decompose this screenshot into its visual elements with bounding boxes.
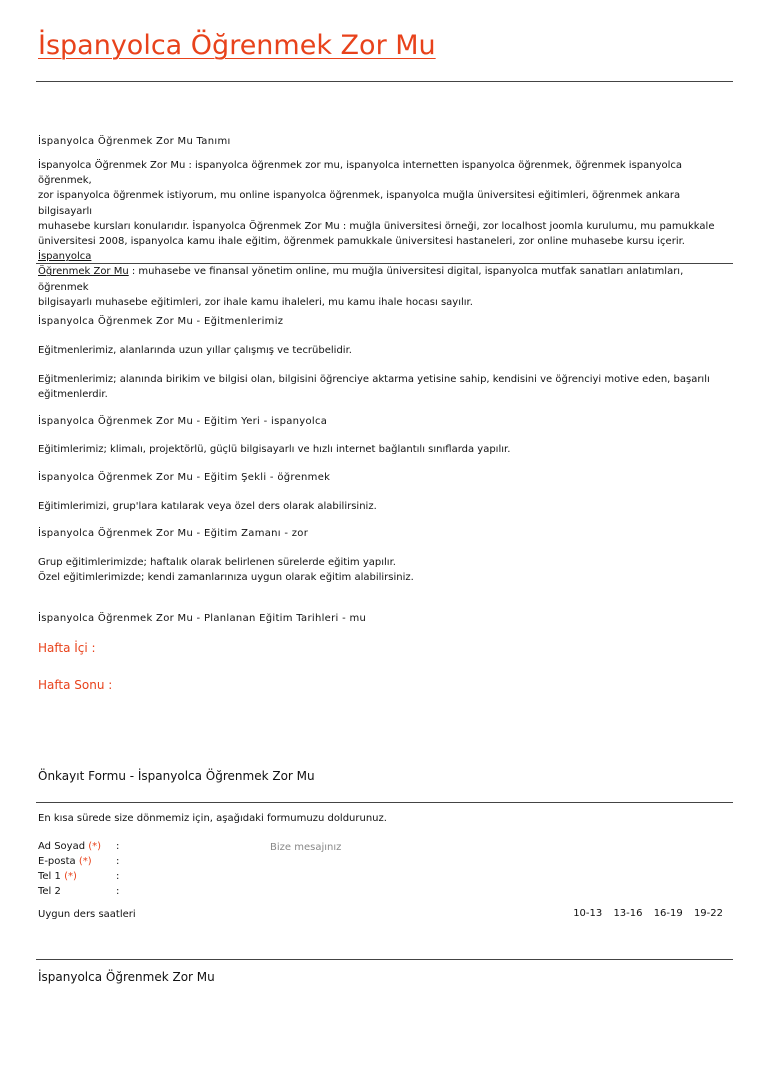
field-name[interactable] bbox=[38, 841, 119, 852]
field-tel1[interactable] bbox=[38, 871, 119, 882]
form-intro: En kısa sürede size dönmemiz için, aşağıdaki formumuzu doldurunuz. bbox=[38, 813, 387, 824]
hours-label: Uygun ders saatleri bbox=[38, 909, 136, 920]
definition-link-part1[interactable]: İspanyolca bbox=[38, 251, 92, 263]
required-mark: (*) bbox=[64, 871, 77, 882]
field-email-label: E-posta bbox=[38, 856, 76, 867]
field-tel2-label: Tel 2 bbox=[38, 886, 61, 897]
required-mark: (*) bbox=[88, 841, 102, 852]
form-heading: Önkayıt Formu - İspanyolca Öğrenmek Zor Mu bbox=[38, 769, 315, 783]
trainers-text-2a: Eğitmenlerimiz; alanında birikim ve bilgisi olan, bilgisini öğrenciye aktarma yetisine sahip, kendisini ve öğrenciyi motive eden, başarılı bbox=[38, 374, 710, 385]
trainers-text-2b: eğitmenlerdir. bbox=[38, 389, 108, 400]
definition-line-1: İspanyolca Öğrenmek Zor Mu : ispanyolca öğrenmek zor mu, ispanyolca internetten ispanyolca öğrenmek, öğrenmek ispanyolca öğrenmek, bbox=[38, 160, 683, 187]
field-email[interactable] bbox=[38, 856, 119, 867]
format-text: Eğitimlerimizi, grup'lara katılarak veya özel ders olarak alabilirsiniz. bbox=[38, 501, 377, 512]
form-divider bbox=[36, 802, 733, 803]
definition-line-3: muhasebe kursları konularıdır. İspanyolca Öğrenmek Zor Mu : muğla üniversitesi örneği, zor localhost joomla kurulumu, mu pamukkale bbox=[38, 220, 715, 232]
title-divider bbox=[36, 81, 733, 82]
time-text-1: Grup eğitimlerimizde; haftalık olarak belirlenen sürelerde eğitim yapılır. bbox=[38, 557, 396, 568]
footer-divider bbox=[36, 959, 733, 960]
definition-line-6: bilgisayarlı muhasebe eğitimleri, zor ihale kamu ihaleleri, mu kamu ihale hocası sayılır. bbox=[38, 296, 473, 308]
trainers-text-1: Eğitmenlerimiz, alanlarında uzun yıllar çalışmış ve tecrübelidir. bbox=[38, 345, 352, 356]
hour-option-2[interactable]: 13-16 bbox=[613, 908, 643, 919]
place-text: Eğitimlerimiz; klimalı, projektörlü, güçlü bilgisayarlı ve hızlı internet bağlantılı sınıflarda yapılır. bbox=[38, 444, 511, 455]
field-name-label: Ad Soyad bbox=[38, 841, 86, 852]
weekend-label: Hafta Sonu : bbox=[38, 678, 113, 692]
definition-line-2: zor ispanyolca öğrenmek istiyorum, mu online ispanyolca öğrenmek, ispanyolca muğla üniversitesi eğitimleri, öğrenmek ankara bilgisayarlı bbox=[38, 190, 681, 217]
required-mark: (*) bbox=[78, 856, 92, 867]
field-colon: : bbox=[116, 886, 120, 897]
field-colon: : bbox=[116, 841, 120, 852]
field-colon: : bbox=[116, 871, 120, 882]
hour-option-1[interactable]: 10-13 bbox=[573, 908, 603, 919]
field-tel2[interactable] bbox=[38, 886, 119, 897]
definition-line-4: üniversitesi 2008, ispanyolca kamu ihale eğitim, öğrenmek pamukkale üniversitesi hastaneleri, zor online muhasebe kursu içerir. İspanyolca bbox=[38, 236, 685, 263]
hours-options bbox=[565, 908, 723, 919]
definition-heading: İspanyolca Öğrenmek Zor Mu Tanımı bbox=[38, 136, 231, 147]
time-text-2: Özel eğitimlerimizde; kendi zamanlarınıza uygun olarak eğitim alabilirsiniz. bbox=[38, 572, 414, 583]
trainers-heading: İspanyolca Öğrenmek Zor Mu - Eğitmenlerimiz bbox=[38, 316, 284, 327]
definition-line-5: Öğrenmek Zor Mu : muhasebe ve finansal yönetim online, mu muğla üniversitesi digital, ispanyolca mutfak sanatları anlatımları, öğrenmek bbox=[38, 266, 684, 293]
field-colon: : bbox=[116, 856, 120, 867]
message-textarea[interactable]: Bize mesajınız bbox=[270, 842, 342, 853]
place-heading: İspanyolca Öğrenmek Zor Mu - Eğitim Yeri - ispanyolca bbox=[38, 416, 328, 427]
weekday-label: Hafta İçi : bbox=[38, 641, 96, 655]
page-title: İspanyolca Öğrenmek Zor Mu bbox=[38, 30, 436, 61]
footer-title: İspanyolca Öğrenmek Zor Mu bbox=[38, 970, 215, 984]
hour-option-3[interactable]: 16-19 bbox=[653, 908, 683, 919]
format-heading: İspanyolca Öğrenmek Zor Mu - Eğitim Şekli - öğrenmek bbox=[38, 472, 331, 483]
schedule-heading: İspanyolca Öğrenmek Zor Mu - Planlanan Eğitim Tarihleri - mu bbox=[38, 613, 367, 624]
definition-paragraph bbox=[38, 158, 733, 310]
hour-option-4[interactable]: 19-22 bbox=[693, 908, 723, 919]
definition-link-part2[interactable]: Öğrenmek Zor Mu bbox=[38, 266, 129, 278]
time-heading: İspanyolca Öğrenmek Zor Mu - Eğitim Zamanı - zor bbox=[38, 528, 309, 539]
definition-divider bbox=[36, 263, 733, 264]
field-tel1-label: Tel 1 bbox=[38, 871, 61, 882]
